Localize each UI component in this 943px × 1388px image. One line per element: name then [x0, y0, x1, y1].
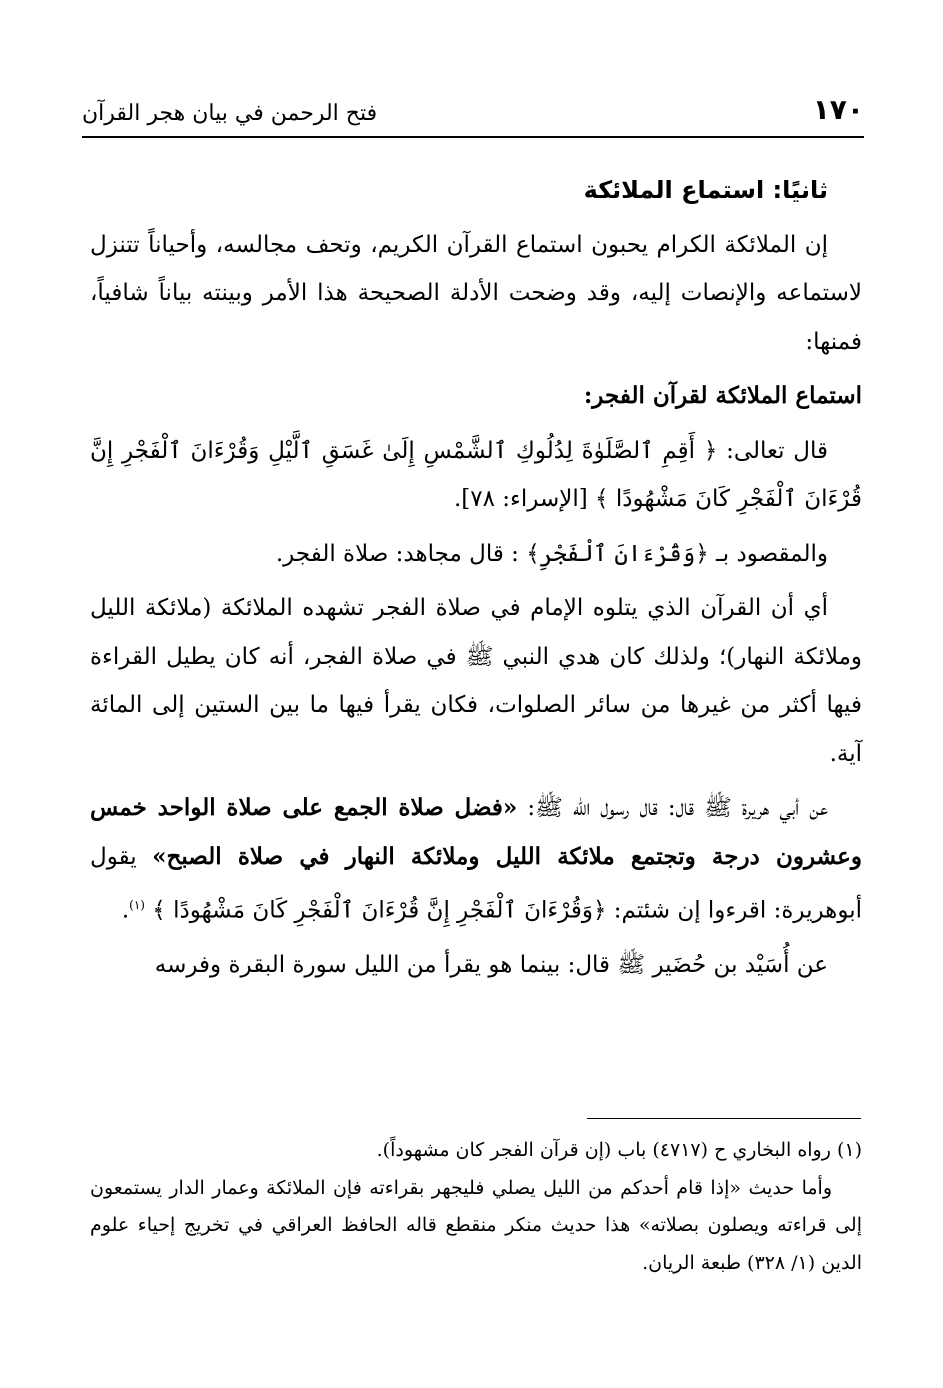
quran-verse: ﴿ أَقِمِ ٱلصَّلَوٰةَ لِدُلُوكِ ٱلشَّمْسِ إِلَىٰ غَسَقِ ٱلَّيْلِ وَقُرْءَانَ ٱلْفَجْرِ إِنَّ قُرْءَانَ ٱلْفَجْرِ كَانَ مَشْهُودًا ﴾: [90, 437, 862, 512]
page-number: ١٧٠: [812, 93, 864, 126]
footnote-rule: [587, 1118, 861, 1119]
section-heading: ثانيًا: استماع الملائكة: [583, 176, 828, 204]
explanation-paragraph: أي أن القرآن الذي يتلوه الإمام في صلاة الفجر تشهده الملائكة (ملائكة الليل وملائكة النهار)؛ ولذلك كان هدي النبي ﷺ في صلاة الفجر، أنه كان يطيل القراءة فيها أكثر من غيرها من سائر الصلوات، فكان يقرأ فيها ما بين الستين إلى المائة آية.: [90, 595, 862, 767]
footnotes: [90, 1132, 862, 1282]
meaning-pre: والمقصود بـ: [716, 540, 828, 567]
footnote-marker: (١): [129, 898, 145, 912]
hadith-comment: يقول أبوهريرة: اقرءوا إن شئتم:: [90, 843, 862, 924]
header-rule: [82, 136, 864, 138]
meaning-verse: ﴿وَقُرْءَانَ ٱلْفَجْرِ﴾: [526, 540, 709, 567]
hadith-text: «فضل صلاة الجمع على صلاة الواحد خمس وعشرون درجة وتجتمع ملائكة الليل وملائكة النهار في صلاة الصبح»: [90, 794, 863, 870]
meaning-post: : قال مجاهد: صلاة الفجر.: [275, 540, 519, 567]
running-title: فتح الرحمن في بيان هجر القرآن: [82, 101, 378, 126]
verse-paragraph: [90, 427, 862, 524]
main-text: [90, 166, 862, 996]
footnote-1-continuation: وأما حديث «إذا قام أحدكم من الليل يصلي فليجهر بقراءته فإن الملائكة وعمار الدار يستمعون إلى قراءته ويصلون بصلاته» هذا حديث منكر منقطع قاله الحافظ العراقي في تخريج إحياء علوم الدين (١/ ٣٢٨) طبعة الريان.: [90, 1176, 862, 1274]
hadith-verse: ﴿وَقُرْءَانَ ٱلْفَجْرِ إِنَّ قُرْءَانَ ٱلْفَجْرِ كَانَ مَشْهُودًا ﴾: [152, 897, 607, 924]
hadith-intro: عن أبي هريرة ﷺ قال: قال رسول الله ﷺ:: [517, 795, 828, 821]
running-head: [82, 86, 864, 126]
last-paragraph: عن أُسَيْد بن حُضَير ﷺ قال: بينما هو يقرأ من الليل سورة البقرة وفرسه: [154, 952, 828, 979]
subheading: استماع الملائكة لقرآن الفجر:: [583, 382, 862, 409]
intro-paragraph: إن الملائكة الكرام يحبون استماع القرآن الكريم، وتحف مجالسه، وأحياناً تتنزل لاستماعه والإنصات إليه، وقد وضحت الأدلة الصحيحة هذا الأمر وبينته بياناً شافياً، فمنها:: [90, 231, 862, 355]
verse-intro: قال تعالى:: [717, 437, 828, 464]
footnote-1: (١) رواه البخاري ح (٤٧١٧) باب (إن قرآن الفجر كان مشهوداً).: [376, 1139, 862, 1161]
verse-reference: [الإسراء: ٧٨].: [453, 486, 588, 512]
hadith-paragraph: عن أبي هريرة ﷺ قال: قال رسول الله ﷺ: «فضل صلاة الجمع على صلاة الواحد خمس وعشرون درجة وتجتمع ملائكة الليل وملائكة النهار في صلاة الصبح» يقول أبوهريرة: اقرءوا إن شئتم: ﴿وَقُرْءَانَ ٱلْفَجْرِ إِنَّ قُرْءَانَ ٱلْفَجْرِ كَانَ مَشْهُودًا ﴾ $^{(١)}$.: [90, 794, 863, 924]
meaning-paragraph: [90, 530, 862, 579]
